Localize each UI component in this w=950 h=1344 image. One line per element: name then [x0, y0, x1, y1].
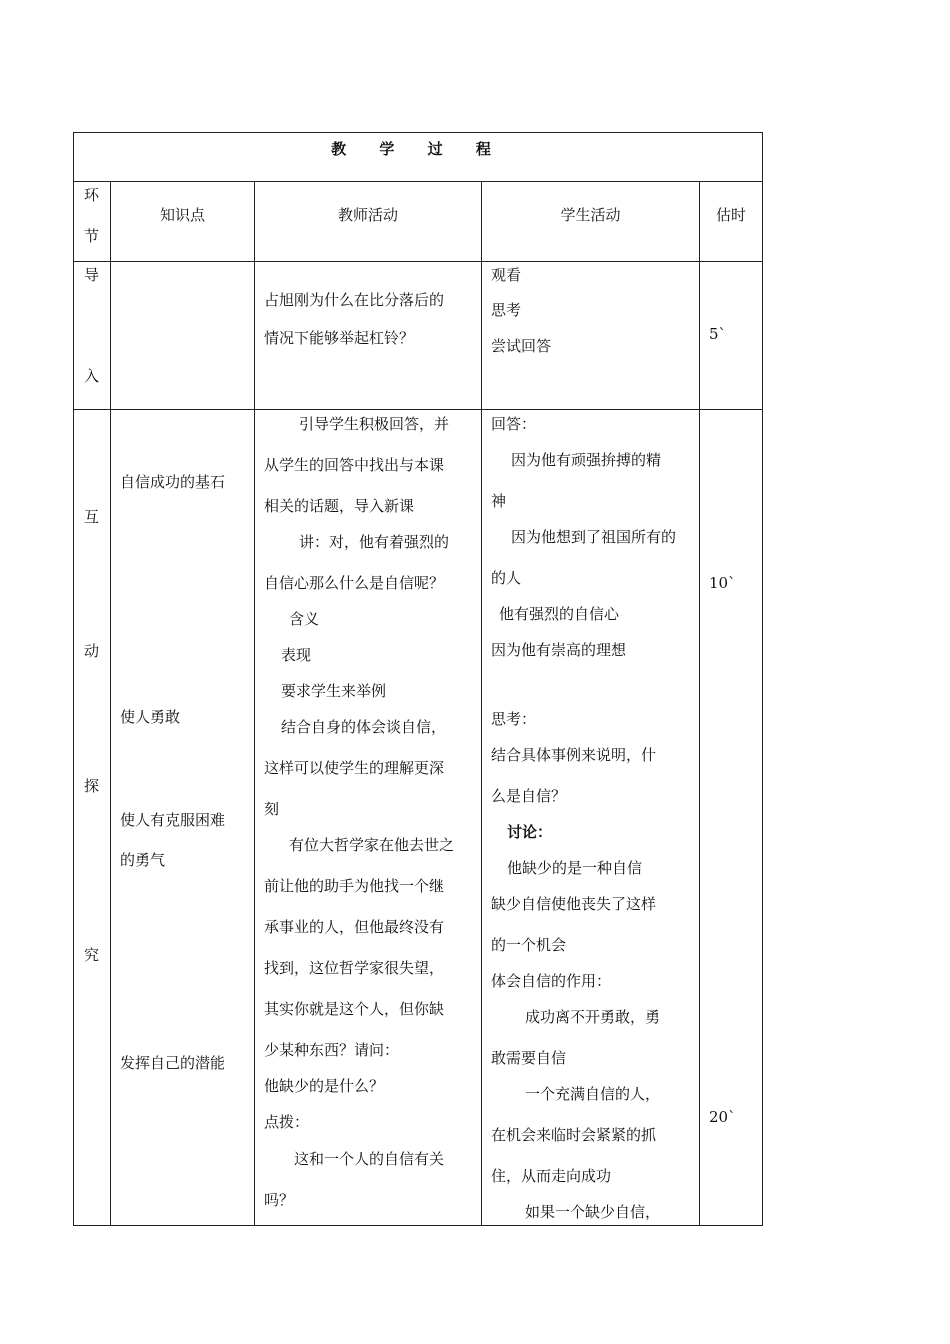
teacher-activity-line: 结合自身的体会谈自信， [281, 718, 447, 736]
student-activity-line: 因为他想到了祖国所有的 [511, 528, 677, 546]
teacher-activity-line: 这和一个人的自信有关 [294, 1150, 445, 1168]
student-activity-line: 在机会来临时会紧紧的抓 [491, 1126, 657, 1144]
teacher-activity-line: 承事业的人，但他最终没有 [264, 918, 445, 936]
header-time: 估时 [715, 206, 746, 224]
student-activity-line: 的一个机会 [491, 936, 567, 954]
teacher-activity-line: 引导学生积极回答，并 [299, 415, 450, 433]
knowledge-point: 发挥自己的潜能 [120, 1054, 226, 1072]
table-title: 教 学 过 程 [331, 140, 505, 158]
student-activity-line: 因为他有顽强拚搏的精 [511, 451, 662, 469]
intro-teacher-line: 占旭刚为什么在比分落后的 [264, 291, 445, 309]
intro-student-line: 观看 [491, 266, 522, 284]
header-student-activity: 学生活动 [560, 206, 621, 224]
student-activity-line: 他缺少的是一种自信 [507, 859, 643, 877]
student-activity-line: 他有强烈的自信心 [499, 605, 620, 623]
teacher-activity-line: 从学生的回答中找出与本课 [264, 456, 445, 474]
intro-stage-bottom: 入 [84, 367, 100, 385]
column-divider-3 [481, 181, 482, 1226]
student-activity-line: 结合具体事例来说明，什 [491, 746, 657, 764]
table-border-bottom [73, 1225, 763, 1226]
header-row-divider [73, 261, 763, 262]
student-activity-line: 回答： [491, 415, 537, 433]
student-activity-line: 思考： [491, 710, 537, 728]
teacher-activity-line: 含义 [289, 610, 320, 628]
student-activity-line: 体会自信的作用： [491, 972, 612, 990]
teacher-activity-line: 少某种东西？请问： [264, 1041, 400, 1059]
intro-student-line: 思考 [491, 301, 522, 319]
teacher-activity-line: 前让他的助手为他找一个继 [264, 877, 445, 895]
teacher-activity-line: 找到，这位哲学家很失望， [264, 959, 445, 977]
teacher-activity-line: 相关的话题，导入新课 [264, 497, 415, 515]
table-border-left [73, 132, 74, 1226]
teacher-activity-line: 讲：对，他有着强烈的 [299, 533, 450, 551]
header-knowledge: 知识点 [159, 206, 205, 224]
intro-time: 5` [709, 325, 727, 343]
student-activity-line: 成功离不开勇敢，勇 [525, 1008, 661, 1026]
header-stage-line2: 节 [84, 227, 100, 245]
column-divider-2 [254, 181, 255, 1226]
column-divider-4 [699, 181, 700, 1226]
teacher-activity-line: 这样可以使学生的理解更深 [264, 759, 445, 777]
header-teacher-activity: 教师活动 [337, 206, 398, 224]
time-estimate: 10` [709, 574, 736, 592]
student-activity-line: 因为他有崇高的理想 [491, 641, 627, 659]
knowledge-point: 的勇气 [120, 851, 166, 869]
teacher-activity-line: 有位大哲学家在他去世之 [289, 836, 455, 854]
intro-student-line: 尝试回答 [491, 337, 552, 355]
teacher-activity-line: 点拨： [264, 1113, 310, 1131]
title-row-divider [73, 181, 763, 182]
knowledge-point: 自信成功的基石 [120, 473, 226, 491]
header-stage-line1: 环 [84, 186, 100, 204]
main-stage-char: 究 [84, 946, 100, 964]
teacher-activity-line: 其实你就是这个人，但你缺 [264, 1000, 445, 1018]
teacher-activity-line: 他缺少的是什么？ [264, 1077, 385, 1095]
student-activity-line: 敢需要自信 [491, 1049, 567, 1067]
teacher-activity-line: 表现 [281, 646, 312, 664]
student-activity-line: 缺少自信使他丧失了这样 [491, 895, 657, 913]
main-stage-char: 动 [84, 642, 100, 660]
knowledge-point: 使人有克服困难 [120, 811, 226, 829]
teacher-activity-line: 吗？ [264, 1191, 295, 1209]
intro-teacher-line: 情况下能够举起杠铃？ [264, 329, 415, 347]
table-border-top [73, 132, 763, 133]
student-activity-line: 讨论： [507, 823, 553, 841]
intro-stage-top: 导 [84, 266, 100, 284]
student-activity-line: 么是自信？ [491, 787, 567, 805]
teacher-activity-line: 刻 [264, 800, 280, 818]
time-estimate: 20` [709, 1108, 736, 1126]
student-activity-line: 神 [491, 492, 507, 510]
main-stage-char: 互 [84, 508, 100, 526]
student-activity-line: 一个充满自信的人， [525, 1085, 661, 1103]
teacher-activity-line: 要求学生来举例 [281, 682, 387, 700]
intro-row-divider [73, 409, 763, 410]
student-activity-line: 如果一个缺少自信， [525, 1203, 661, 1221]
column-divider-1 [110, 181, 111, 1226]
table-border-right [762, 132, 763, 1226]
teacher-activity-line: 自信心那么什么是自信呢？ [264, 574, 445, 592]
main-stage-char: 探 [84, 777, 100, 795]
student-activity-line: 的人 [491, 569, 522, 587]
knowledge-point: 使人勇敢 [120, 708, 181, 726]
student-activity-line: 住，从而走向成功 [491, 1167, 612, 1185]
